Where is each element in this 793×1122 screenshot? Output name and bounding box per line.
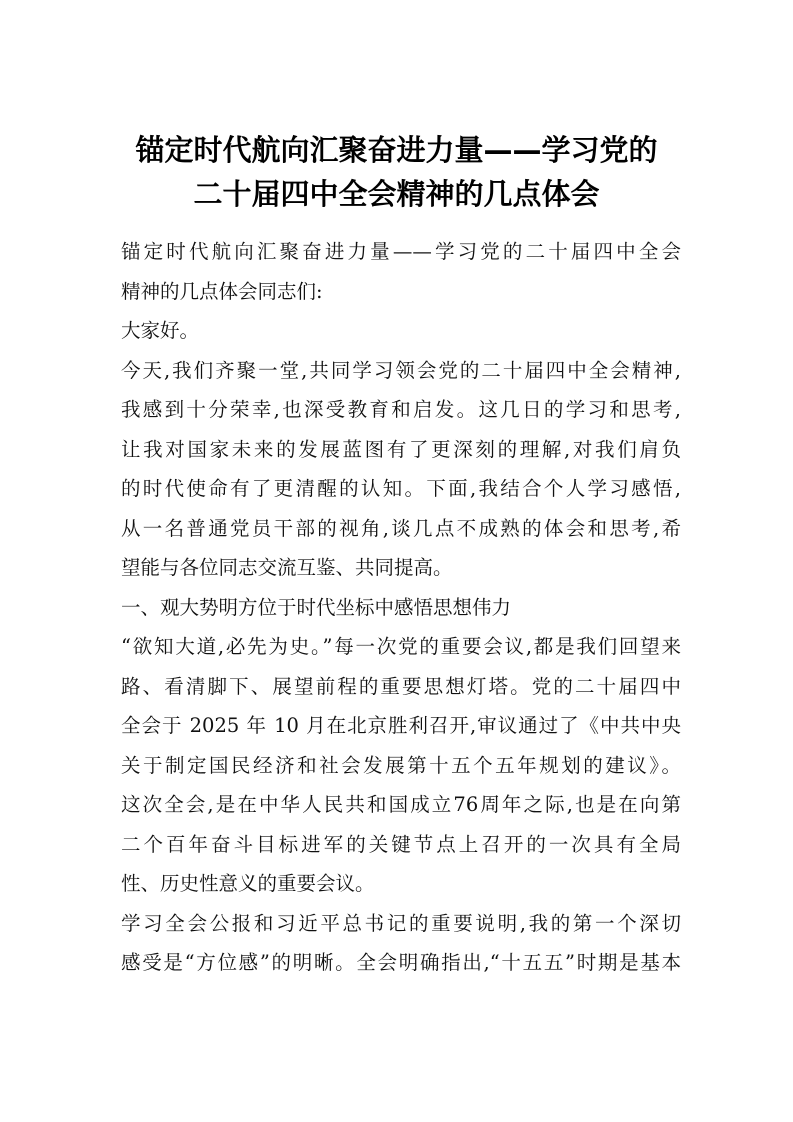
body-line: 让我对国家未来的发展蓝图有了更深刻的理解,对我们肩负 <box>121 437 681 461</box>
document-title-line-2: 二十届四中全会精神的几点体会 <box>193 177 600 211</box>
section-heading: 一、观大势明方位于时代坐标中感悟思想伟力 <box>121 595 512 619</box>
body-line: “欲知大道,必先为史。”每一次党的重要会议,都是我们回望来 <box>121 635 681 658</box>
document-body <box>121 232 681 983</box>
body-line: 大家好。 <box>121 319 200 342</box>
body-line: 精神的几点体会同志们: <box>121 279 323 303</box>
body-line: 今天,我们齐聚一堂,共同学习领会党的二十届四中全会精神, <box>121 358 681 382</box>
document-title-line-1: 锚定时代航向汇聚奋进力量——学习党的 <box>135 133 658 167</box>
body-line: 从一名普通党员干部的视角,谈几点不成熟的体会和思考,希 <box>121 516 681 540</box>
body-line: 性、历史性意义的重要会议。 <box>121 872 375 895</box>
body-line: 路、看清脚下、展望前程的重要思想灯塔。党的二十届四中 <box>121 674 681 698</box>
body-line: 学习全会公报和习近平总书记的重要说明,我的第一个深切 <box>121 911 681 935</box>
body-line: 这次全会,是在中华人民共和国成立76周年之际,也是在向第 <box>121 793 681 816</box>
body-line: 锚定时代航向汇聚奋进力量——学习党的二十届四中全会 <box>121 240 681 263</box>
body-line: 的时代使命有了更清醒的认知。下面,我结合个人学习感悟, <box>121 477 681 500</box>
body-line: 我感到十分荣幸,也深受教育和启发。这几日的学习和思考, <box>121 398 681 421</box>
body-line: 全会于 2025 年 10 月在北京胜利召开,审议通过了《中共中央 <box>121 714 681 737</box>
body-line: 感受是“方位感”的明晰。全会明确指出,“十五五”时期是基本 <box>121 951 681 974</box>
body-line: 二个百年奋斗目标进军的关键节点上召开的一次具有全局 <box>121 832 681 856</box>
body-line: 关于制定国民经济和社会发展第十五个五年规划的建议》。 <box>121 753 681 777</box>
body-line: 望能与各位同志交流互鉴、共同提高。 <box>121 556 453 579</box>
